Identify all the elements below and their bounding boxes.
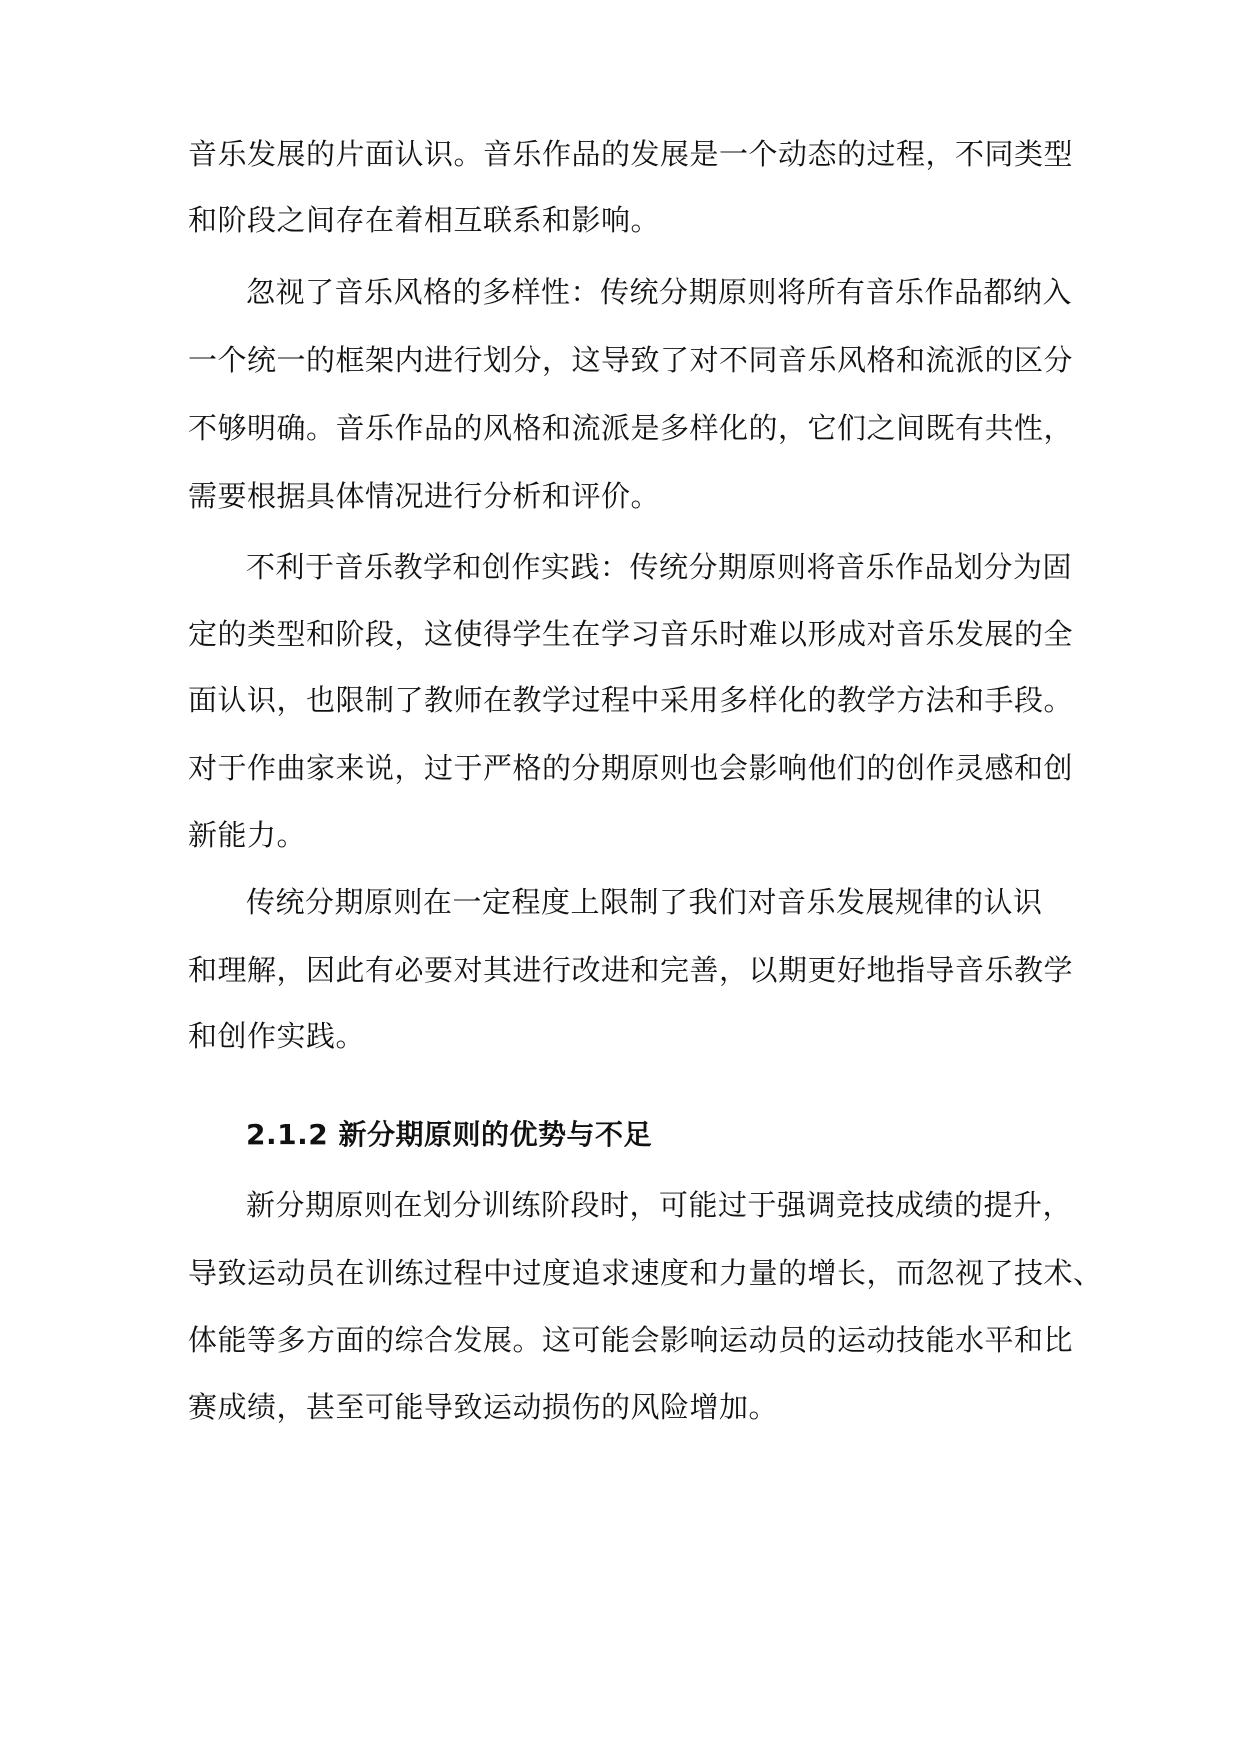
paragraph-2-line-3: 不够明确。音乐作品的风格和流派是多样化的，它们之间既有共性，	[188, 411, 1074, 445]
paragraph-4-line-1: 传统分期原则在一定程度上限制了我们对音乐发展规律的认识	[246, 885, 1043, 919]
paragraph-1-line-2: 和阶段之间存在着相互联系和影响。	[188, 203, 661, 237]
paragraph-4-line-3: 和创作实践。	[188, 1019, 366, 1053]
paragraph-2-line-1: 忽视了音乐风格的多样性：传统分期原则将所有音乐作品都纳入	[246, 275, 1073, 309]
paragraph-4-line-2: 和理解，因此有必要对其进行改进和完善，以期更好地指导音乐教学	[188, 953, 1074, 987]
paragraph-1-line-1: 音乐发展的片面认识。音乐作品的发展是一个动态的过程，不同类型	[188, 137, 1074, 171]
section-heading: 2.1.2 新分期原则的优势与不足	[246, 1118, 652, 1151]
paragraph-3-line-2: 定的类型和阶段，这使得学生在学习音乐时难以形成对音乐发展的全	[188, 617, 1074, 651]
paragraph-2-line-2: 一个统一的框架内进行划分，这导致了对不同音乐风格和流派的区分	[188, 343, 1074, 377]
paragraph-3-line-1: 不利于音乐教学和创作实践：传统分期原则将音乐作品划分为固	[246, 550, 1073, 584]
paragraph-2-line-4: 需要根据具体情况进行分析和评价。	[188, 479, 661, 513]
paragraph-3-line-4: 对于作曲家来说，过于严格的分期原则也会影响他们的创作灵感和创	[188, 751, 1074, 785]
paragraph-3-line-3: 面认识，也限制了教师在教学过程中采用多样化的教学方法和手段。	[188, 683, 1074, 717]
section-paragraph-line-3: 体能等多方面的综合发展。这可能会影响运动员的运动技能水平和比	[188, 1323, 1074, 1357]
paragraph-3-line-5: 新能力。	[188, 818, 307, 852]
section-paragraph-line-2: 导致运动员在训练过程中过度追求速度和力量的增长，而忽视了技术、	[188, 1256, 1103, 1290]
section-paragraph-line-1: 新分期原则在划分训练阶段时，可能过于强调竞技成绩的提升，	[246, 1188, 1073, 1222]
section-paragraph-line-4: 赛成绩，甚至可能导致运动损伤的风险增加。	[188, 1390, 779, 1424]
